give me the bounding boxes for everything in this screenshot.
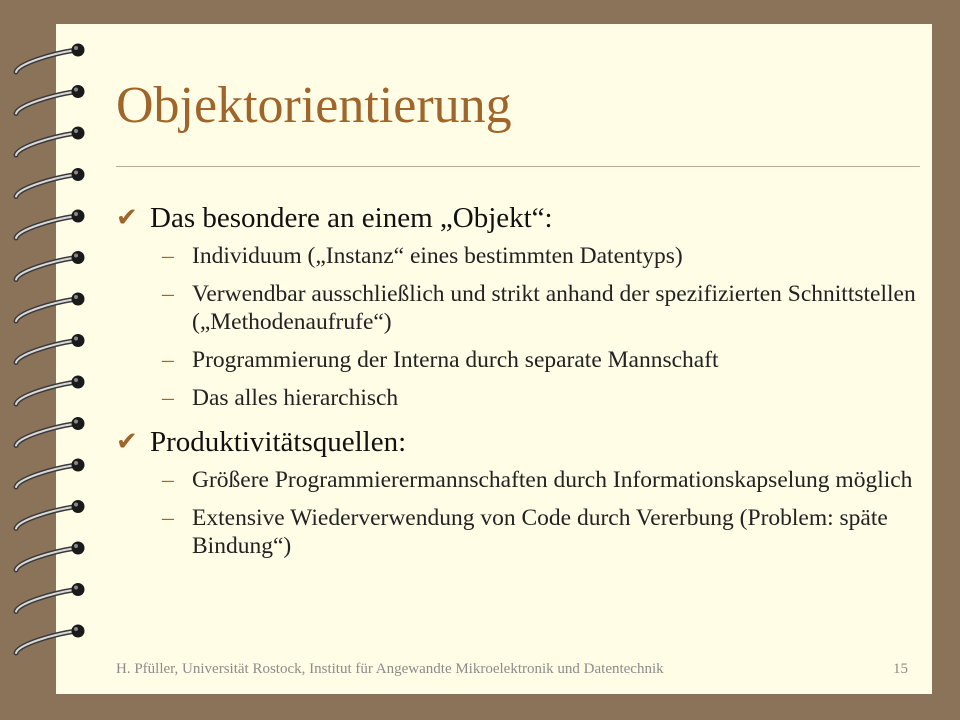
binding-ring — [16, 542, 85, 571]
sub-list — [116, 242, 926, 412]
bullet-heading — [116, 200, 926, 236]
slide-footer: H. Pfüller, Universität Rostock, Institut für Angewandte Mikroelektronik und Datentechnik — [116, 661, 664, 677]
slide-content — [116, 200, 926, 572]
binding-ring — [16, 334, 85, 363]
binding-ring — [16, 583, 85, 612]
binding-ring — [16, 417, 85, 446]
sub-marker: – — [162, 347, 174, 373]
sub-item-text: Größere Programmierermannschaften durch Informationskapselung möglich — [192, 467, 913, 493]
sub-item — [116, 384, 926, 412]
sub-item-text: Programmierung der Interna durch separate Mannschaft — [192, 347, 719, 373]
binding-ring — [16, 625, 85, 654]
binding-ring — [16, 210, 85, 239]
binding-ring — [16, 459, 85, 488]
sub-item — [116, 346, 926, 374]
sub-marker: – — [162, 505, 174, 531]
slide-title: Objektorientierung — [116, 77, 512, 134]
sub-marker: – — [162, 243, 174, 269]
title-divider — [116, 166, 920, 167]
sub-marker: – — [162, 385, 174, 411]
page-number: 15 — [893, 661, 908, 677]
binding-ring — [16, 44, 85, 73]
sub-item-text: Individuum („Instanz“ eines bestimmten Datentyps) — [192, 243, 683, 269]
sub-item-text: Das alles hierarchisch — [192, 385, 399, 411]
binding-ring — [16, 376, 85, 405]
binding-ring — [16, 85, 85, 114]
bullet-heading-text: Das besondere an einem „Objekt“: — [150, 202, 553, 234]
sub-list — [116, 466, 926, 560]
binding-ring — [16, 127, 85, 156]
sub-item — [116, 504, 926, 560]
binding-ring — [16, 500, 85, 529]
binding-ring — [16, 251, 85, 280]
binding-ring — [16, 293, 85, 322]
bullet-heading — [116, 424, 926, 460]
sub-marker: – — [162, 467, 174, 493]
sub-marker: – — [162, 281, 174, 307]
sub-item-text: Verwendbar ausschließlich und strikt anhand der spezifizierten Schnittstellen („Methodenaufrufe“) — [192, 281, 916, 335]
sub-item — [116, 466, 926, 494]
sub-item — [116, 280, 926, 336]
checkmark-icon: ✔ — [116, 427, 138, 457]
binding-ring — [16, 168, 85, 197]
bullet-heading-text: Produktivitätsquellen: — [150, 426, 407, 458]
spiral-binding — [0, 0, 110, 720]
sub-item-text: Extensive Wiederverwendung von Code durch Vererbung (Problem: späte Bindung“) — [192, 505, 888, 559]
sub-item — [116, 242, 926, 270]
checkmark-icon: ✔ — [116, 203, 138, 233]
